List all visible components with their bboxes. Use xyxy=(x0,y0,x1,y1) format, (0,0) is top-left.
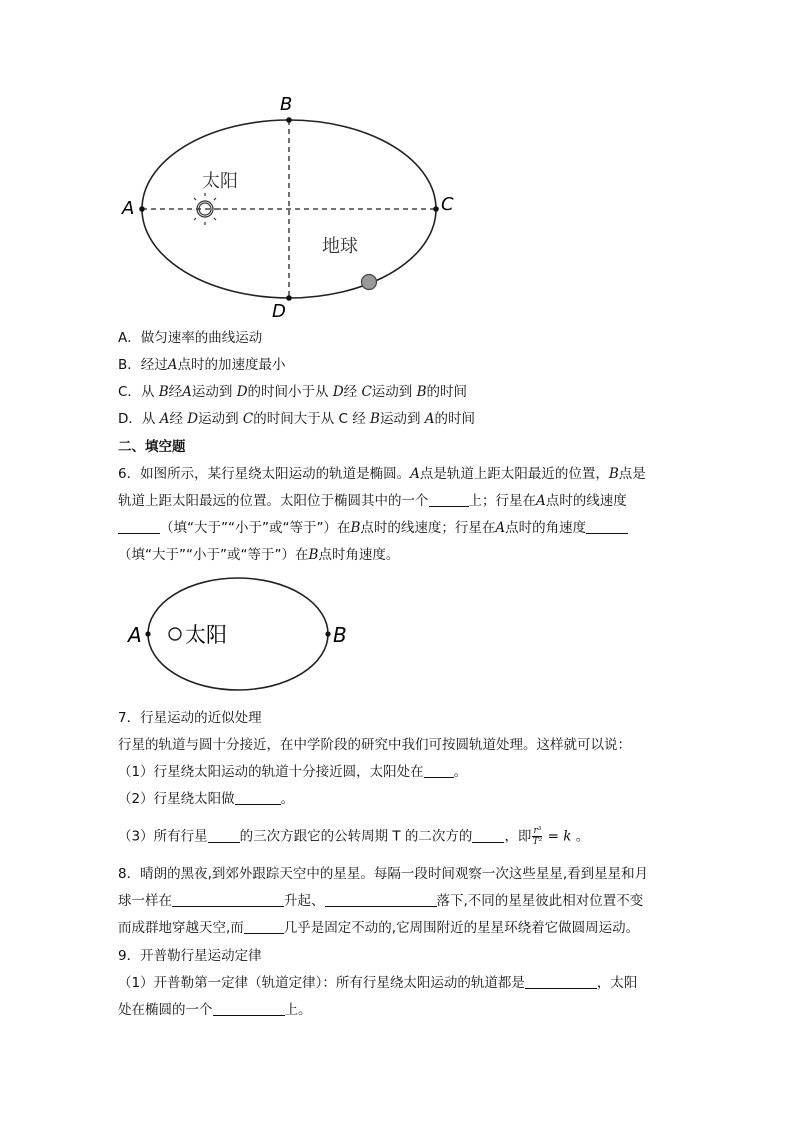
answer-blank[interactable] xyxy=(325,892,437,907)
option-prefix: D． xyxy=(118,411,142,427)
text: 点是轨道上距太阳最近的位置， xyxy=(419,466,609,482)
point-b-label: B xyxy=(280,94,293,115)
text: （2）行星绕太阳做 xyxy=(118,791,235,807)
text: 点时的线速度 xyxy=(545,493,627,509)
option-text: 从 xyxy=(141,411,160,427)
q6-line-4 xyxy=(118,546,399,564)
option-text: 点时的加速度最小 xyxy=(177,357,286,373)
q6-line-1 xyxy=(118,465,646,483)
option-text: 运动到 xyxy=(371,384,417,400)
option-text: 从 xyxy=(140,384,159,400)
q9-line-1 xyxy=(118,974,637,992)
text: 。 xyxy=(571,828,590,845)
q8-line-1: 8．晴朗的黑夜,到郊外跟踪天空中的星星。每隔一段时间观察一次这些星星,看到星星和月 xyxy=(118,866,649,882)
variable: A xyxy=(536,493,546,509)
answer-blank[interactable] xyxy=(208,828,240,843)
answer-blank[interactable] xyxy=(586,519,628,534)
text: 。 xyxy=(280,791,295,807)
point-a-label: A xyxy=(122,198,135,219)
point-b-dot xyxy=(325,631,330,636)
option-text: 运动到 xyxy=(379,411,425,427)
variable: k xyxy=(563,828,572,845)
variable: C xyxy=(242,411,254,427)
q8-line-3 xyxy=(118,919,639,937)
text: （1）行星绕太阳运动的轨道十分接近圆，太阳处在 xyxy=(118,764,424,780)
q7-item-2 xyxy=(118,790,294,808)
text: 点是 xyxy=(618,466,646,482)
fraction-denominator: T² xyxy=(532,837,543,847)
text: 几乎是固定不动的,它周围附近的星星环绕着它做圆周运动。 xyxy=(283,920,640,936)
formula-fraction xyxy=(532,826,542,847)
variable: A xyxy=(410,466,420,482)
option-text: 经过 xyxy=(140,357,168,373)
q6-line-3 xyxy=(118,519,628,537)
q7-item-1 xyxy=(118,763,467,781)
option-a xyxy=(118,329,262,347)
text: 6．如图所示，某行星绕太阳运动的轨道是椭圆。 xyxy=(118,466,411,482)
option-prefix: A． xyxy=(118,330,141,346)
point-a-label: A xyxy=(128,623,142,647)
option-text: 经 xyxy=(169,411,188,427)
q6-line-2 xyxy=(118,492,627,510)
point-a-dot xyxy=(145,631,150,636)
q9-line-2 xyxy=(118,1001,312,1019)
orbit-figure-1 xyxy=(110,90,470,325)
point-b-label: B xyxy=(333,623,347,647)
text: 点时的角速度 xyxy=(505,520,587,536)
option-text: 经 xyxy=(343,384,362,400)
option-text: 的时间小于从 xyxy=(247,384,333,400)
point-c-dot xyxy=(433,206,439,212)
text: （填“大于”“小于”或“等于”）在 xyxy=(118,547,309,563)
text: ，太阳 xyxy=(596,975,638,991)
option-d xyxy=(118,410,475,428)
option-c xyxy=(118,383,467,401)
variable: A xyxy=(495,520,506,536)
q8-line-2 xyxy=(118,892,643,910)
sun-icon xyxy=(169,628,181,640)
variable: B xyxy=(370,411,380,427)
section-title: 二、填空题 xyxy=(118,439,186,455)
sun-label: 太阳 xyxy=(185,623,227,647)
orbit-figure-2 xyxy=(118,574,363,694)
answer-blank[interactable] xyxy=(472,828,504,843)
text: （1）开普勒第一定律（轨道定律）：所有行星绕太阳运动的轨道都是 xyxy=(118,975,525,991)
text: 。 xyxy=(453,764,468,780)
text: （3）所有行星 xyxy=(118,828,208,845)
text: 的三次方跟它的公转周期 T 的二次方的 xyxy=(239,828,473,845)
option-prefix: C． xyxy=(118,384,141,400)
earth-icon xyxy=(362,275,377,290)
answer-blank[interactable] xyxy=(429,492,469,507)
sun-label: 太阳 xyxy=(202,171,238,192)
q9-title: 9．开普勒行星运动定律 xyxy=(118,948,262,964)
answer-blank[interactable] xyxy=(235,790,281,805)
option-text: 运动到 xyxy=(198,411,243,427)
text: ，即 xyxy=(504,828,532,845)
text: 上。 xyxy=(284,1002,312,1018)
point-a-dot xyxy=(139,206,145,212)
text: 点时角速度。 xyxy=(318,547,400,563)
option-prefix: B． xyxy=(118,357,141,373)
variable: B xyxy=(158,384,169,400)
variable: A xyxy=(159,411,170,427)
variable: A xyxy=(424,411,435,427)
answer-blank[interactable] xyxy=(244,919,284,934)
option-text: 做匀速率的曲线运动 xyxy=(140,330,263,346)
point-c-label: C xyxy=(441,194,454,215)
orbit-ellipse-2 xyxy=(148,578,328,690)
text: 轨道上距太阳最远的位置。太阳位于椭圆其中的一个 xyxy=(118,493,429,509)
option-text: 运动到 xyxy=(191,384,237,400)
option-text: 的时间 xyxy=(434,411,475,427)
option-text: 的时间 xyxy=(426,384,468,400)
answer-blank[interactable] xyxy=(213,1001,285,1016)
text: 落下,不同的星星彼此相对位置不变 xyxy=(436,893,644,909)
variable: B xyxy=(608,466,619,482)
answer-blank[interactable] xyxy=(172,892,284,907)
variable: D xyxy=(236,384,248,400)
q7-intro: 行星的轨道与圆十分接近，在中学阶段的研究中我们可按圆轨道处理。这样就可以说： xyxy=(118,737,631,753)
answer-blank[interactable] xyxy=(118,519,160,534)
q7-item-3 xyxy=(118,826,589,847)
text: 上；行星在 xyxy=(468,493,536,509)
fraction-numerator: r³ xyxy=(533,826,542,836)
variable: B xyxy=(350,520,361,536)
point-b-dot xyxy=(286,117,292,123)
text: 处在椭圆的一个 xyxy=(118,1002,213,1018)
variable: C xyxy=(361,384,372,400)
text: 而成群地穿越天空,而 xyxy=(118,920,244,936)
variable: A xyxy=(167,357,178,373)
answer-blank[interactable] xyxy=(525,974,597,989)
text: 球一样在 xyxy=(118,893,172,909)
answer-blank[interactable] xyxy=(424,763,454,778)
option-text: 经 xyxy=(168,384,183,400)
text: （填“大于”“小于”或“等于”）在 xyxy=(160,520,351,536)
variable: D xyxy=(187,411,199,427)
point-d-label: D xyxy=(272,301,286,322)
variable: D xyxy=(332,384,344,400)
earth-label: 地球 xyxy=(322,236,358,257)
text: 点时的线速度；行星在 xyxy=(360,520,496,536)
option-text: 的时间大于从 C 经 xyxy=(253,411,371,427)
variable: B xyxy=(416,384,427,400)
q7-title: 7．行星运动的近似处理 xyxy=(118,710,262,726)
point-d-dot xyxy=(286,295,292,301)
variable: A xyxy=(182,384,192,400)
text: 升起、 xyxy=(284,893,325,909)
variable: B xyxy=(308,547,319,563)
text: = xyxy=(543,828,564,845)
option-b xyxy=(118,356,286,374)
